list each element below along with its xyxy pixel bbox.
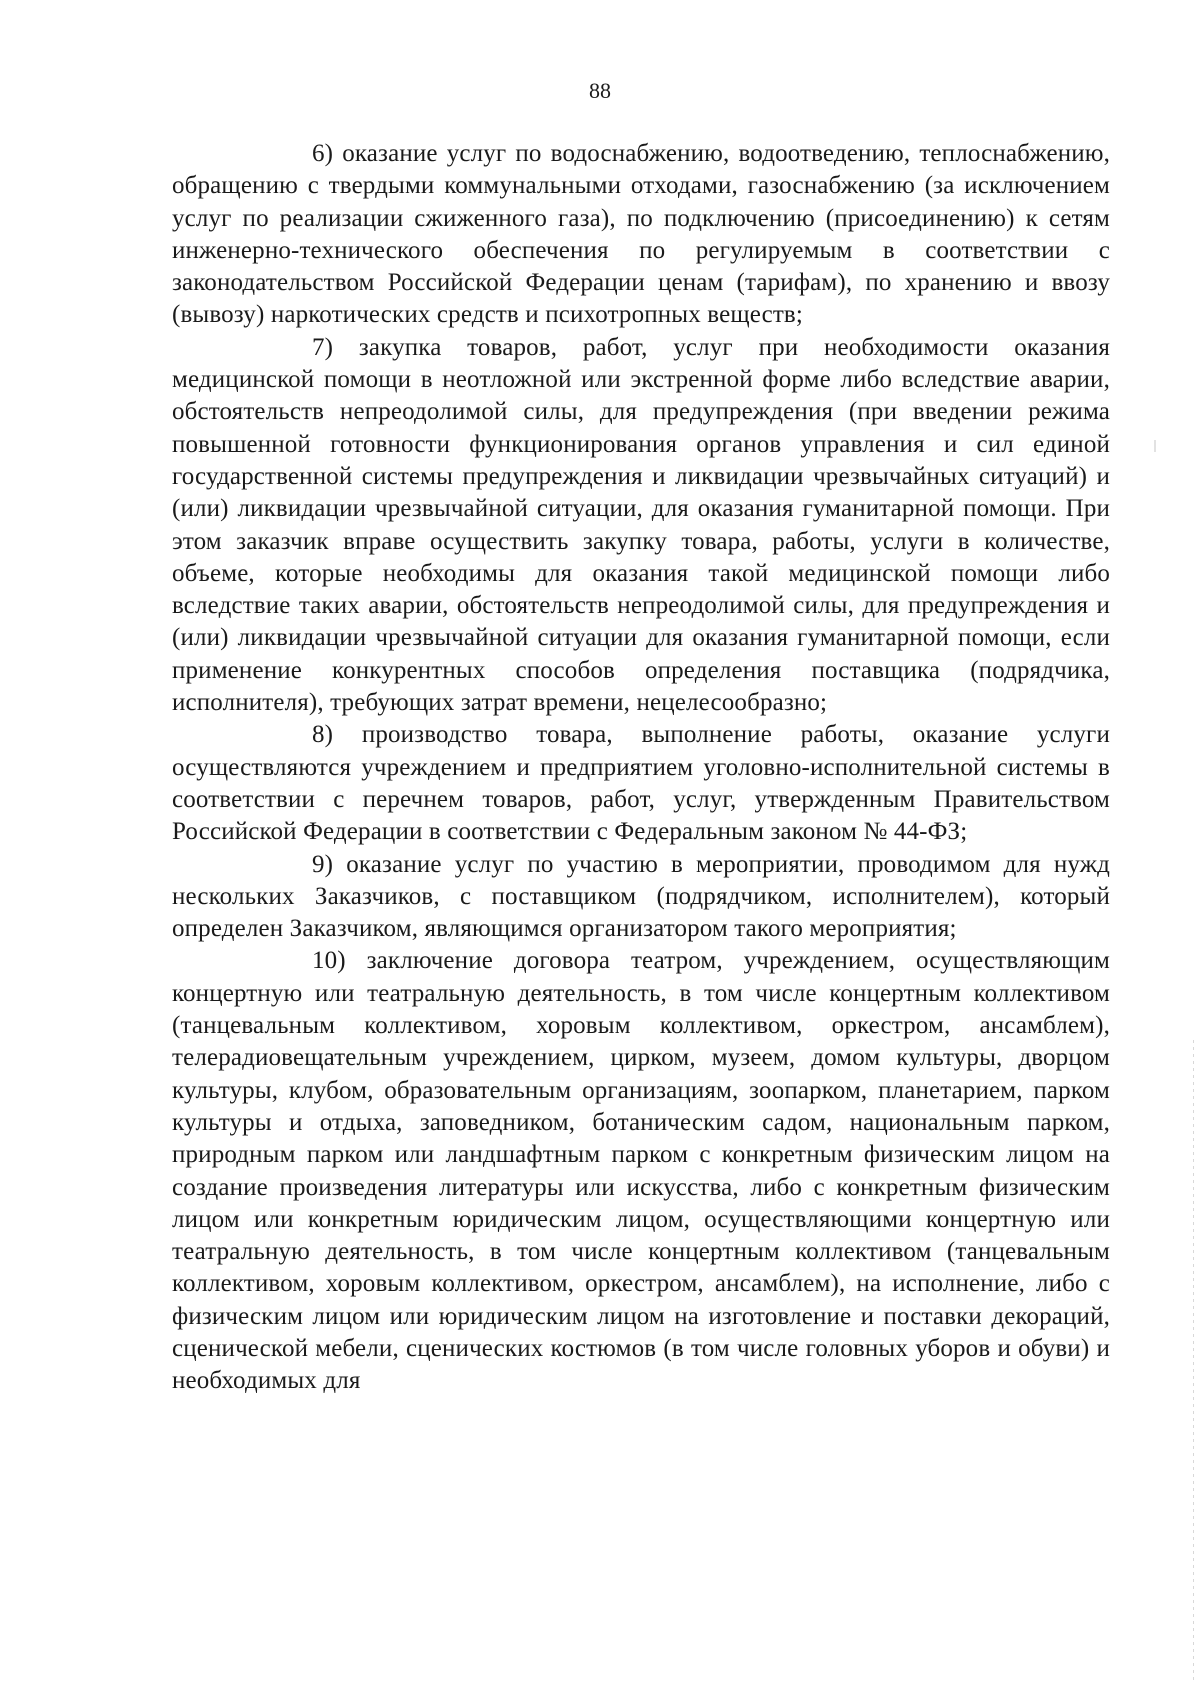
item-text: оказание услуг по участию в мероприятии, проводимом для нужд нескольких Заказчиков, с поставщиком (подрядчиком, исполнителем), который определен Заказчиком, являющимся организатором такого мероприятия; [172, 850, 1111, 943]
list-item [172, 332, 1110, 720]
list-item [172, 945, 1110, 1397]
document-body [172, 138, 1110, 1398]
item-number: 8) [312, 721, 334, 749]
item-text: заключение договора театром, учреждением, осуществляющим концертную или театральную деятельность, в том числе концертным коллективом (танцевальным коллективом, хоровым коллективом, оркестром, ансамблем), телерадиовещательным учреждением, цирком, музеем, домом культуры, дворцом культуры, клубом, образовательным организациям, зоопарком, планетарием, парком культуры и отдыха, заповедником, ботаническим садом, национальным парком, природным парком или ландшафтным парком с конкретным физическим лицом на создание произведения литературы или искусства, либо с конкретным физическим лицом или конкретным юридическим лицом, осуществляющими концертную или театральную деятельность, в том числе концертным коллективом (танцевальным коллективом, хоровым коллективом, оркестром, ансамблем), на исполнение, либо с физическим лицом или юридическим лицом на изготовление и поставки декораций, сценической мебели, сценических костюмов (в том числе головных уборов и обуви) и необходимых для [172, 947, 1111, 1395]
list-item [172, 849, 1110, 946]
scan-artifact [1154, 440, 1156, 452]
list-item [172, 138, 1110, 332]
item-text: производство товара, выполнение работы, оказание услуги осуществляются учреждением и предприятием уголовно-исполнительной системы в соответствии с перечнем товаров, работ, услуг, утвержденным Правительством Российской Федерации в соответствии с Федеральным законом № 44-ФЗ; [172, 721, 1110, 846]
item-number: 6) [312, 140, 334, 167]
item-number: 7) [312, 333, 334, 361]
scan-edge-artifact [1193, 1040, 1194, 1680]
item-text: оказание услуг по водоснабжению, водоотведению, теплоснабжению, обращению с твердыми коммунальными отходами, газоснабжению (за исключением услуг по реализации сжиженного газа), по подключению (присоединению) к сетям инженерно-технического обеспечения по регулируемым в соответствии с законодательством Российской Федерации ценам (тарифам), по хранению и ввозу (вывозу) наркотических средств и психотропных веществ; [172, 140, 1110, 329]
page-number: 88 [589, 78, 611, 103]
item-number: 9) [312, 850, 334, 878]
list-item [172, 719, 1110, 848]
item-number: 10) [312, 947, 346, 975]
item-text: закупка товаров, работ, услуг при необходимости оказания медицинской помощи в неотложной или экстренной форме либо вследствие аварии, обстоятельств непреодолимой силы, для предупреждения (при введении режима повышенной готовности функционирования органов управления и сил единой государственной системы предупреждения и ликвидации чрезвычайных ситуаций) и (или) ликвидации чрезвычайной ситуации, для оказания гуманитарной помощи. При этом заказчик вправе осуществить закупку товара, работы, услуги в количестве, объеме, которые необходимы для оказания такой медицинской помощи либо вследствие таких аварии, обстоятельств непреодолимой силы, для предупреждения и (или) ликвидации чрезвычайной ситуации для оказания гуманитарной помощи, если применение конкурентных способов определения поставщика (подрядчика, исполнителя), требующих затрат времени, нецелесообразно; [172, 333, 1110, 717]
